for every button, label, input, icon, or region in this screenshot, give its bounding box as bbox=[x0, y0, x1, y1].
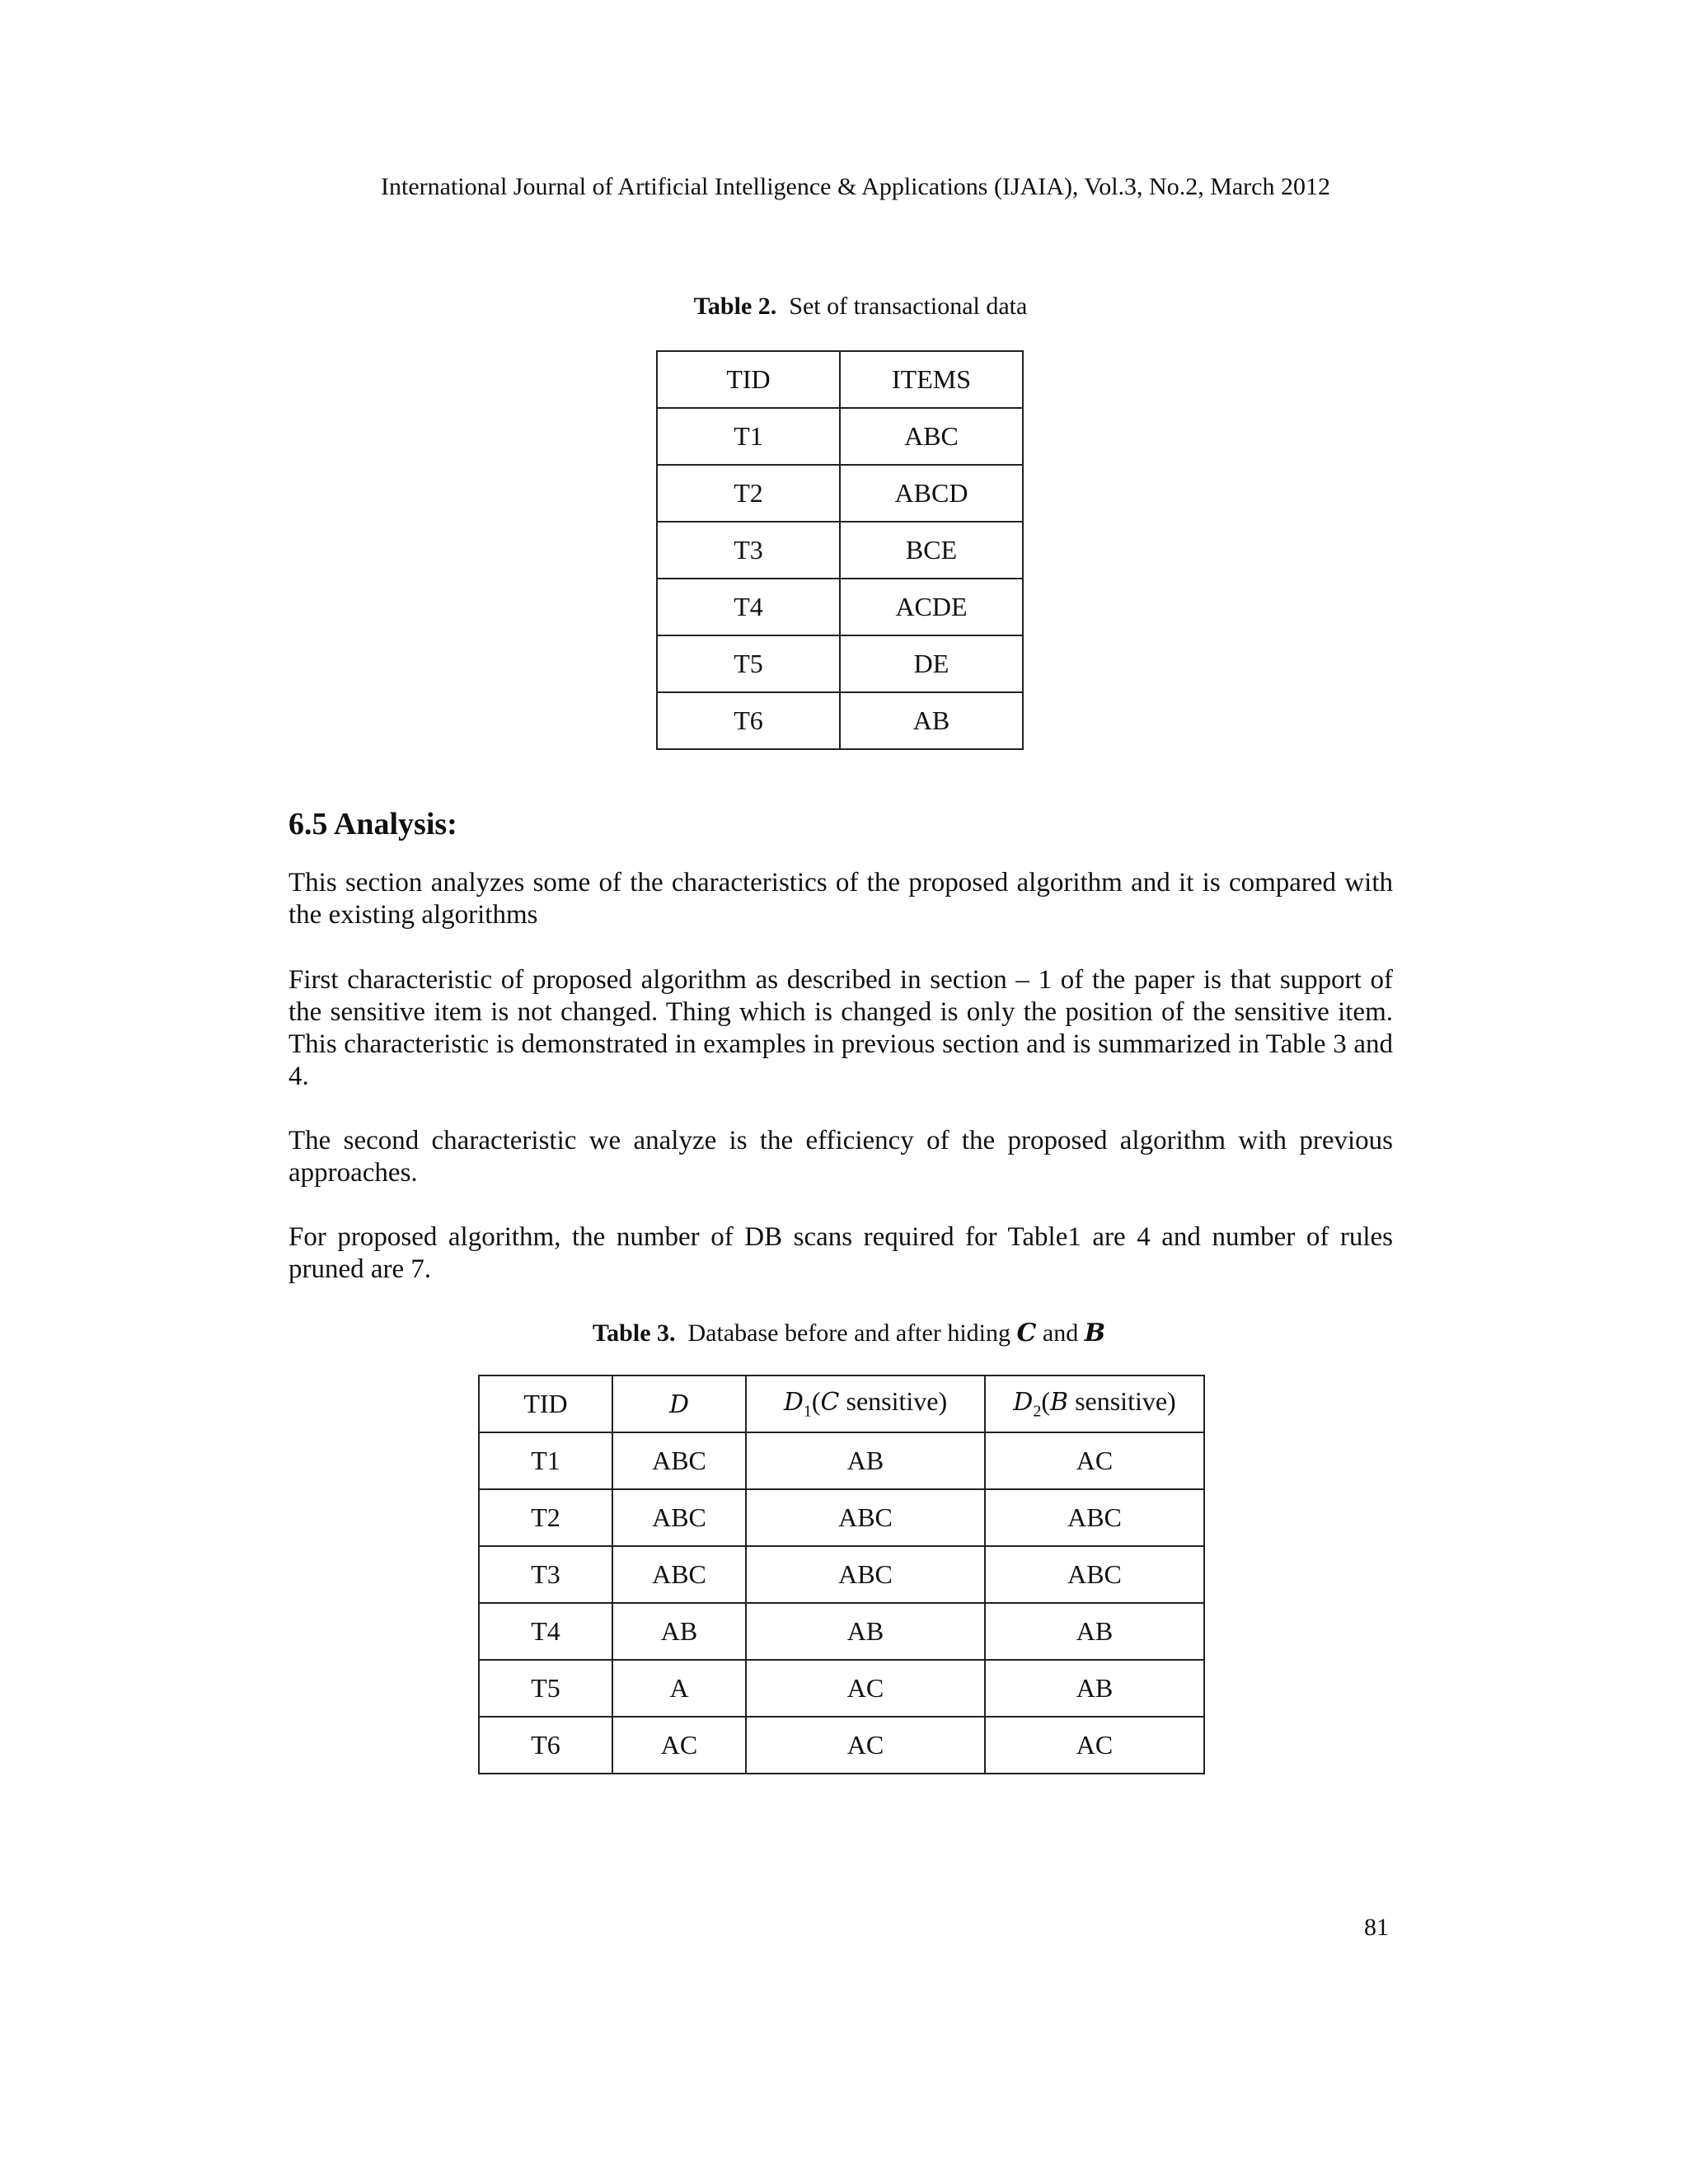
table-cell: T4 bbox=[657, 579, 840, 635]
paragraph: First characteristic of proposed algorithm as described in section – 1 of the paper is that support of the sensitive item is not changed. Thing which is changed is only the position of the sensitive item. This characteristic is demonstrated in examples in previous section and is summarized in Table 3 and 4. bbox=[288, 965, 1393, 1091]
header-cell-d bbox=[612, 1376, 746, 1432]
table-row bbox=[479, 1717, 1204, 1774]
table-cell: ACDE bbox=[840, 579, 1023, 635]
table-cell: AC bbox=[612, 1717, 746, 1774]
table-row bbox=[479, 1660, 1204, 1717]
table-cell: ABC bbox=[746, 1546, 985, 1603]
table-cell: BCE bbox=[840, 522, 1023, 579]
subscript-2: 2 bbox=[1033, 1402, 1042, 1421]
table-cell: AB bbox=[840, 692, 1023, 749]
table-cell: ABC bbox=[840, 408, 1023, 465]
table-cell: T3 bbox=[479, 1546, 612, 1603]
math-var-c: C bbox=[820, 1388, 840, 1418]
table-cell: ABC bbox=[612, 1489, 746, 1546]
hiding-comparison-table bbox=[478, 1375, 1205, 1774]
math-var-b: B bbox=[1050, 1388, 1069, 1418]
table-cell: AB bbox=[612, 1603, 746, 1660]
paren-open: ( bbox=[1041, 1386, 1051, 1417]
table2-title: Set of transactional data bbox=[789, 293, 1028, 320]
transactional-data-table bbox=[656, 350, 1024, 750]
header-cell-tid: TID bbox=[479, 1376, 612, 1432]
table3-title-var-c: C bbox=[1016, 1319, 1037, 1347]
table3-label: Table 3. bbox=[592, 1319, 676, 1347]
header-cell-d2 bbox=[985, 1376, 1204, 1432]
table-cell: AC bbox=[746, 1717, 985, 1774]
table-row bbox=[657, 635, 1023, 692]
table-cell: T1 bbox=[479, 1432, 612, 1489]
table-cell: T5 bbox=[479, 1660, 612, 1717]
table-row bbox=[479, 1603, 1204, 1660]
table-cell: T2 bbox=[657, 465, 840, 522]
table-cell: AB bbox=[985, 1603, 1204, 1660]
subscript-1: 1 bbox=[803, 1402, 812, 1421]
table-cell: ABC bbox=[985, 1546, 1204, 1603]
table-cell: A bbox=[612, 1660, 746, 1717]
table-header-row bbox=[479, 1376, 1204, 1432]
table-cell: T2 bbox=[479, 1489, 612, 1546]
table-cell: ABC bbox=[985, 1489, 1204, 1546]
table-header-row bbox=[657, 351, 1023, 408]
table-cell: AB bbox=[746, 1603, 985, 1660]
table-row bbox=[657, 579, 1023, 635]
table-cell: ABC bbox=[612, 1546, 746, 1603]
table-cell: ABC bbox=[612, 1432, 746, 1489]
journal-header: International Journal of Artificial Intelligence & Applications (IJAIA), Vol.3, No.2, March 2012 bbox=[381, 173, 1330, 200]
header-suffix: sensitive) bbox=[839, 1386, 948, 1417]
header-cell-tid: TID bbox=[657, 351, 840, 408]
table-cell: AB bbox=[746, 1432, 985, 1489]
table-cell: T4 bbox=[479, 1603, 612, 1660]
header-cell-d1 bbox=[746, 1376, 985, 1432]
table-row bbox=[657, 692, 1023, 749]
table-cell: AC bbox=[985, 1432, 1204, 1489]
table-row bbox=[657, 465, 1023, 522]
table3-title-and: and bbox=[1042, 1319, 1079, 1347]
table-row bbox=[479, 1546, 1204, 1603]
header-suffix: sensitive) bbox=[1068, 1386, 1176, 1417]
table-cell: ABC bbox=[746, 1489, 985, 1546]
table-row bbox=[479, 1432, 1204, 1489]
table2-caption bbox=[16, 293, 1688, 321]
math-var-d1: D bbox=[783, 1388, 804, 1418]
math-var-d: D bbox=[668, 1390, 690, 1419]
paragraph: For proposed algorithm, the number of DB scans required for Table1 are 4 and number of rules pruned are 7. bbox=[288, 1222, 1393, 1284]
math-var-d2: D bbox=[1013, 1388, 1034, 1418]
header-cell-items: ITEMS bbox=[840, 351, 1023, 408]
section-heading: 6.5 Analysis: bbox=[288, 807, 457, 841]
table-cell: DE bbox=[840, 635, 1023, 692]
table-cell: T1 bbox=[657, 408, 840, 465]
table-cell: T6 bbox=[657, 692, 840, 749]
page-number: 81 bbox=[1364, 1914, 1389, 1941]
paragraph: This section analyzes some of the characteristics of the proposed algorithm and it is compared with the existing algorithms bbox=[288, 868, 1393, 930]
table-row bbox=[657, 408, 1023, 465]
table-cell: AC bbox=[985, 1717, 1204, 1774]
table3-title: Database before and after hiding bbox=[687, 1319, 1010, 1347]
table-cell: T3 bbox=[657, 522, 840, 579]
table3-caption bbox=[5, 1319, 1688, 1347]
table-row bbox=[657, 522, 1023, 579]
table-cell: AC bbox=[746, 1660, 985, 1717]
paren-open: ( bbox=[811, 1386, 821, 1417]
table-row bbox=[479, 1489, 1204, 1546]
table3-title-var-b: B bbox=[1084, 1319, 1106, 1347]
table-cell: AB bbox=[985, 1660, 1204, 1717]
table2-label: Table 2. bbox=[693, 293, 777, 320]
table-cell: T5 bbox=[657, 635, 840, 692]
paragraph: The second characteristic we analyze is the efficiency of the proposed algorithm with previous approaches. bbox=[288, 1126, 1393, 1188]
table-cell: T6 bbox=[479, 1717, 612, 1774]
table-cell: ABCD bbox=[840, 465, 1023, 522]
